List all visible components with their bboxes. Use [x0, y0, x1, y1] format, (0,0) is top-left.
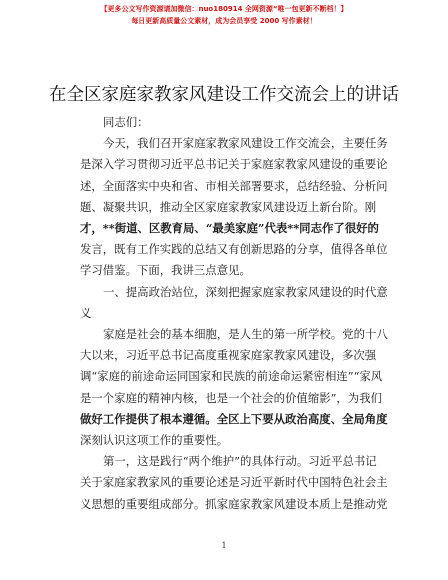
text-line: 关于家庭家教家风的重要论述是习近平新时代中国特色社会主 [80, 475, 388, 490]
document-body [80, 112, 388, 515]
text-line: 大以来，习近平总书记高度重视家庭家教家风建设，多次强 [80, 348, 377, 363]
promo-banner-line-1: 【更多公文写作资源请加微信：nuo180914 全网资源“唯一包更新不断档！】 [100, 5, 348, 13]
text-line: 义思想的重要组成部分。抓家庭家教家风建设本质上是推动党 [80, 496, 388, 511]
text-line: 是深入学习贯彻习近平总书记关于家庭家教家风建设的重要论 [80, 157, 388, 172]
text-line: 一、提高政治站位，深刻把握家庭家教家风建设的时代意 [103, 284, 388, 299]
text-line-bold: 做好工作提供了根本遵循。全区上下要从政治高度、全局角度 [80, 411, 388, 426]
text-line: 发言，既有工作实践的总结又有创新思路的分享，值得各单位 [80, 242, 388, 257]
text-line: 述，全面落实中央和省、市相关部署要求，总结经验、分析问 [80, 178, 388, 193]
salutation: 同志们： [103, 115, 149, 129]
text-line: 深刻认识这项工作的重要性。 [80, 433, 229, 448]
document-title: 在全区家庭家教家风建设工作交流会上的讲话 [49, 85, 399, 105]
text-line: 第一，这是践行“两个维护”的具体行动。习近平总书记 [103, 454, 377, 469]
section-heading-1 [80, 282, 388, 324]
text-line: 今天，我们召开家庭家教家风建设工作交流会，主要任务 [103, 136, 388, 151]
text-line-bold: 才，**街道、区教育局、“最美家庭”代表**同志作了很好的 [80, 221, 379, 236]
text-line: 题、凝聚共识，推动全区家庭家教家风建设迈上新台阶。刚 [80, 199, 377, 214]
promo-banner-line-2: 每日更新高质量公文素材，成为会员享受 2000 写作素材！ [131, 17, 317, 25]
page-number: 1 [221, 541, 227, 550]
text-line: 义 [80, 305, 92, 320]
text-line: 学习借鉴。下面，我讲三点意见。 [80, 263, 251, 278]
text-line: 是一个家庭的精神内核，也是一个社会的价值缩影”，为我们 [80, 390, 382, 405]
paragraph-intro [80, 133, 388, 281]
paragraph-significance [80, 324, 388, 451]
promo-banner [0, 4, 448, 26]
text-line: 调“家庭的前途命运同国家和民族的前途命运紧密相连”“家风 [80, 369, 383, 384]
text-line: 家庭是社会的基本细胞，是人生的第一所学校。党的十八 [103, 327, 388, 342]
paragraph-first-point [80, 451, 388, 515]
